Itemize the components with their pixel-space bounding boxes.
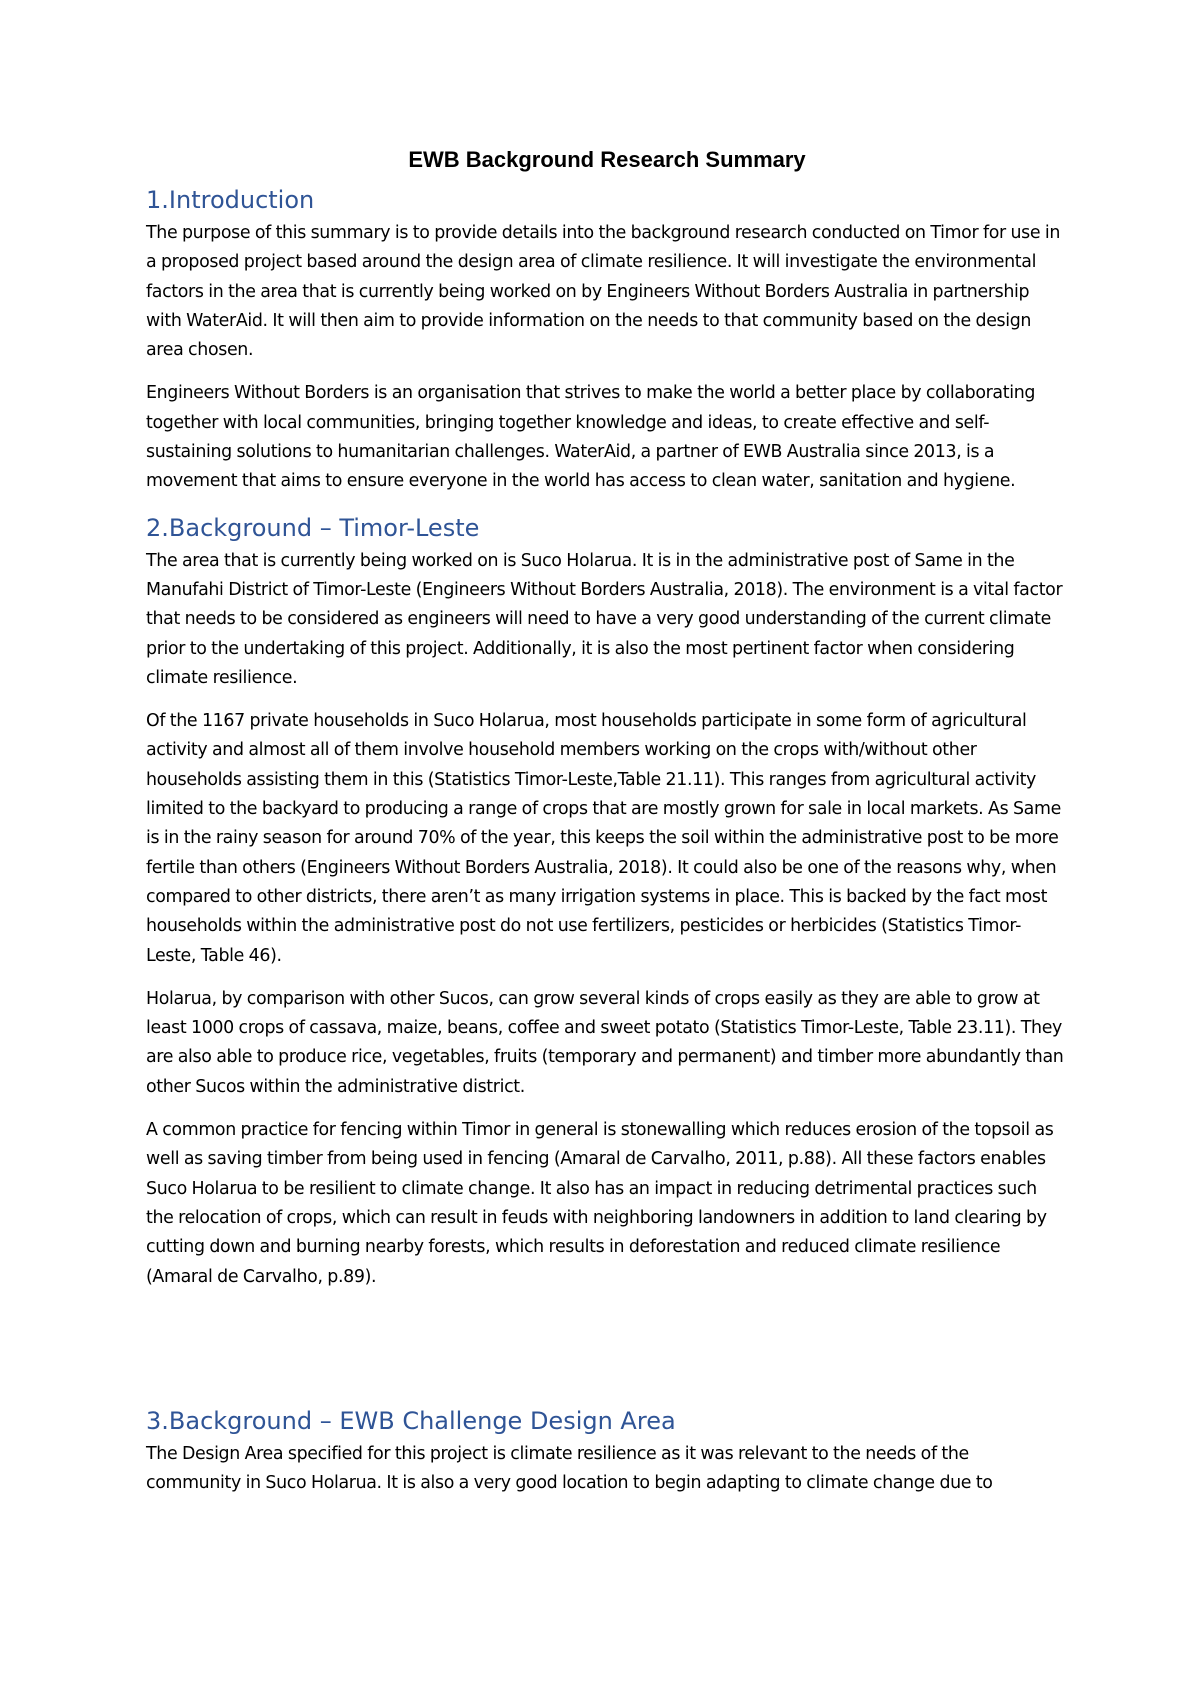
section-design-area xyxy=(146,1404,1068,1499)
document-title: EWB Background Research Summary xyxy=(408,147,806,172)
paragraph: Of the 1167 private households in Suco Holarua, most households participate in some form of agricultural activity and almost all of them involve household members working on the crops with/without other households assisting them in this (Statistics Timor-Leste,Table 21.11). This ranges from agricultural activity limited to the backyard to producing a range of crops that are mostly grown for sale in local markets. As Same is in the rainy season for around 70% of the year, this keeps the soil within the administrative post to be more fertile than others (Engineers Without Borders Australia, 2018). It could also be one of the reasons why, when compared to other districts, there aren’t as many irrigation systems in place. This is backed by the fact most households within the administrative post do not use fertilizers, pesticides or herbicides (Statistics Timor-Leste, Table 46). xyxy=(146,711,1061,966)
paragraph: The purpose of this summary is to provide details into the background research conducted on Timor for use in a proposed project based around the design area of climate resilience. It will investigate the environmental factors in the area that is currently being worked on by Engineers Without Borders Australia in partnership with WaterAid. It will then aim to provide information on the needs to that community based on the design area chosen. xyxy=(146,223,1061,361)
section-introduction xyxy=(146,183,1068,497)
paragraph: The area that is currently being worked on is Suco Holarua. It is in the administrative post of Same in the Manufahi District of Timor-Leste (Engineers Without Borders Australia, 2018). The environment is a vital factor that needs to be considered as engineers will need to have a very good understanding of the current climate prior to the undertaking of this project. Additionally, it is also the most pertinent factor when considering climate resilience. xyxy=(146,550,1063,688)
section-heading: 1.Introduction xyxy=(146,186,315,214)
paragraph: A common practice for fencing within Timor in general is stonewalling which reduces erosion of the topsoil as well as saving timber from being used in fencing (Amaral de Carvalho, 2011, p.88). All these factors enables Suco Holarua to be resilient to climate change. It also has an impact in reducing detrimental practices such the relocation of crops, which can result in feuds with neighboring landowners in addition to land clearing by cutting down and burning nearby forests, which results in deforestation and reduced climate resilience (Amaral de Carvalho, p.89). xyxy=(146,1120,1054,1287)
section-heading: 2.Background – Timor-Leste xyxy=(146,513,480,542)
paragraph: Holarua, by comparison with other Sucos, can grow several kinds of crops easily as they are able to grow at least 1000 crops of cassava, maize, beans, coffee and sweet potato (Statistics Timor-Leste, Table 23.11). They are also able to produce rice, vegetables, fruits (temporary and permanent) and timber more abundantly than other Sucos within the administrative district. xyxy=(146,988,1064,1097)
section-heading: 3.Background – EWB Challenge Design Area xyxy=(146,1406,676,1435)
document-body xyxy=(146,145,1068,1512)
section-background-timor-leste xyxy=(146,511,1068,1292)
blank-space xyxy=(146,1306,1068,1404)
paragraph: The Design Area specified for this project is climate resilience as it was relevant to the needs of the community in Suco Holarua. It is also a very good location to begin adapting to climate change due to xyxy=(146,1443,993,1494)
paragraph: Engineers Without Borders is an organisation that strives to make the world a better place by collaborating together with local communities, bringing together knowledge and ideas, to create effective and self-sustaining solutions to humanitarian challenges. WaterAid, a partner of EWB Australia since 2013, is a movement that aims to ensure everyone in the world has access to clean water, sanitation and hygiene. xyxy=(146,383,1036,492)
